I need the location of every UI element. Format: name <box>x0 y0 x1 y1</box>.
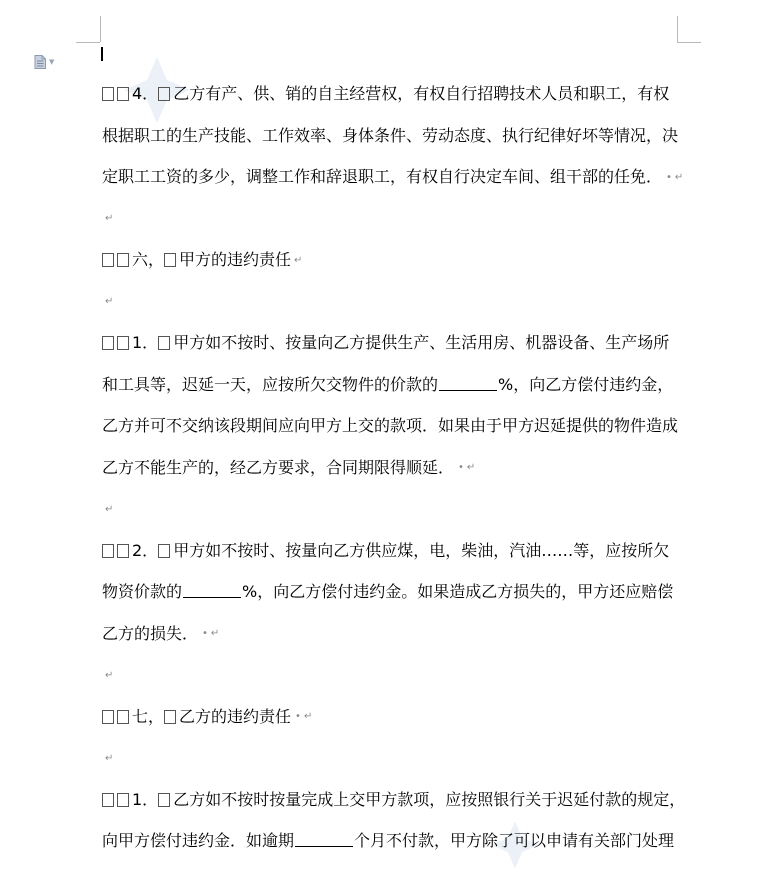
document-line <box>102 703 682 745</box>
line-text: 乙方不能生产的，经乙方要求，合同期限得顺延． <box>102 457 455 477</box>
line-text: 乙方有产、供、销的自主经营权，有权自行招聘技术人员和职工，有权 <box>173 84 670 103</box>
paragraph-mark-icon: ↵ <box>674 171 684 183</box>
text-cursor <box>101 47 103 61</box>
missing-glyph-box <box>117 710 129 724</box>
document-icon <box>34 55 46 69</box>
line-text: 物资价款的 <box>102 582 183 601</box>
document-line <box>102 163 682 205</box>
line-text: 甲方的违约责任 <box>179 250 292 269</box>
fill-in-blank[interactable] <box>295 832 353 847</box>
space-mark: • <box>295 711 301 722</box>
missing-glyph-box <box>102 710 114 724</box>
paragraph-mark-icon: ↵ <box>105 669 114 681</box>
line-text: 2． <box>132 540 159 560</box>
missing-glyph-box <box>117 544 129 558</box>
document-line <box>102 205 682 247</box>
missing-glyph-box <box>102 87 114 101</box>
document-line <box>102 329 682 371</box>
document-line <box>102 288 682 330</box>
line-text: 乙方并可不交纳该段期间应向甲方上交的款项．如果由于甲方迟延提供的物件造成 <box>102 416 679 435</box>
missing-glyph-box <box>117 253 129 267</box>
space-mark: • <box>458 462 464 473</box>
document-line <box>102 661 682 703</box>
missing-glyph-box <box>117 336 129 350</box>
line-text: 1． <box>132 333 159 352</box>
line-text: 根据职工的生产技能、工作效率、身体条件、劳动态度、执行纪律好坏等情况，决 <box>102 125 679 145</box>
document-line <box>102 80 682 122</box>
document-line <box>102 371 682 413</box>
paragraph-mark-icon: ↵ <box>105 296 114 307</box>
document-line <box>102 412 682 454</box>
missing-glyph-box <box>158 544 170 558</box>
line-text: 甲方如不按时、按量向乙方提供生产、生活用房、机器设备、生产场所 <box>173 333 670 352</box>
line-text: 甲方如不按时、按量向乙方供应煤，电，柴油，汽油……等，应按所欠 <box>173 540 670 560</box>
chevron-down-icon: ▼ <box>49 57 55 66</box>
document-line <box>102 620 682 662</box>
paragraph-mark-icon: ↵ <box>105 213 114 224</box>
paragraph-mark-icon: ↵ <box>105 503 114 515</box>
paragraph-mark-icon: ↵ <box>303 711 313 722</box>
line-text: %，向乙方偿付违约金， <box>498 374 674 394</box>
crop-mark-top-left-horizontal <box>76 42 100 43</box>
line-text: 向甲方偿付违约金．如逾期 <box>102 831 295 850</box>
crop-mark-top-right-horizontal <box>677 42 701 43</box>
line-text: 六， <box>132 250 165 269</box>
missing-glyph-box <box>117 87 129 101</box>
document-line <box>102 537 682 579</box>
line-text: 定职工工资的多少，调整工作和辞退职工，有权自行决定车间、组干部的任免． <box>102 167 663 186</box>
missing-glyph-box <box>102 253 114 267</box>
crop-mark-top-right-vertical <box>677 16 678 42</box>
document-line <box>102 744 682 786</box>
document-line <box>102 122 682 164</box>
missing-glyph-box <box>158 336 170 350</box>
document-map-button[interactable] <box>34 55 62 69</box>
document-line <box>102 454 682 496</box>
line-text: 4． <box>132 84 159 103</box>
document-line <box>102 827 682 869</box>
document-line <box>102 578 682 620</box>
crop-mark-top-left-vertical <box>100 16 101 42</box>
missing-glyph-box <box>164 253 176 267</box>
missing-glyph-box <box>158 87 170 101</box>
document-line <box>102 495 682 537</box>
document-line <box>102 786 686 828</box>
missing-glyph-box <box>102 336 114 350</box>
line-text: 1． <box>132 789 159 809</box>
paragraph-mark-icon: ↵ <box>294 254 303 266</box>
line-text: 乙方如不按时按量完成上交甲方款项，应按照银行关于迟延付款的规定， <box>173 789 686 809</box>
line-text: 乙方的违约责任 <box>179 706 292 726</box>
line-text: 乙方的损失． <box>102 623 199 643</box>
paragraph-mark-icon: ↵ <box>105 752 114 764</box>
fill-in-blank[interactable] <box>183 583 241 598</box>
paragraph-mark-icon: ↵ <box>466 462 476 473</box>
line-text: %，向乙方偿付违约金。如果造成乙方损失的，甲方还应赔偿 <box>242 582 674 601</box>
missing-glyph-box <box>102 544 114 558</box>
missing-glyph-box <box>102 793 114 807</box>
missing-glyph-box <box>117 793 129 807</box>
fill-in-blank[interactable] <box>439 376 497 391</box>
line-text: 个月不付款，甲方除了可以申请有关部门处理 <box>354 831 675 850</box>
line-text: 七， <box>132 706 165 726</box>
document-line <box>102 246 682 288</box>
space-mark: • <box>202 628 208 639</box>
document-body[interactable] <box>102 80 686 869</box>
space-mark: • <box>666 171 672 183</box>
paragraph-mark-icon: ↵ <box>210 628 220 639</box>
line-text: 和工具等，迟延一天，应按所欠交物件的价款的 <box>102 374 439 394</box>
missing-glyph-box <box>164 710 176 724</box>
missing-glyph-box <box>158 793 170 807</box>
